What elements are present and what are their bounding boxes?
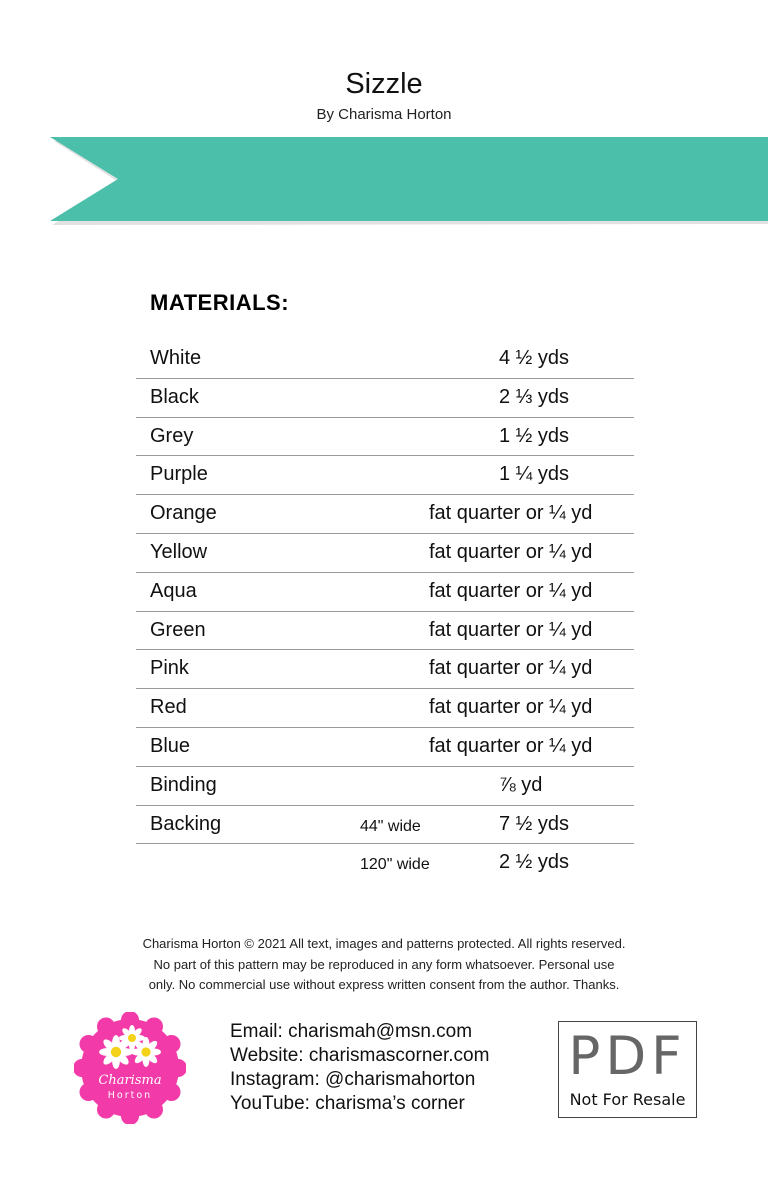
material-quantity: fat quarter or ¼ yd — [429, 657, 593, 680]
material-quantity: fat quarter or ¼ yd — [429, 696, 593, 719]
contact-email: Email: charismah@msn.com — [230, 1021, 473, 1042]
legal-line: Charisma Horton © 2021 All text, images and patterns protected. All rights reserved. — [142, 936, 626, 951]
contact-youtube: YouTube: charisma’s corner — [230, 1093, 465, 1114]
material-name: Blue — [150, 734, 191, 757]
legal-line: only. No commercial use without express written consent from the author. Thanks. — [148, 977, 620, 992]
teal-ribbon-banner — [48, 137, 768, 229]
material-name: Green — [150, 618, 206, 641]
material-row — [136, 340, 634, 379]
material-quantity: 7 ½ yds — [499, 812, 570, 835]
materials-heading: MATERIALS: — [150, 290, 290, 315]
material-row — [136, 456, 634, 495]
material-row — [136, 534, 634, 573]
material-row — [136, 379, 634, 418]
material-row — [136, 573, 634, 612]
material-quantity: 4 ½ yds — [499, 347, 570, 369]
legal-line: No part of this pattern may be reproduced in any form whatsoever. Personal use — [153, 956, 615, 972]
contact-info — [230, 1020, 489, 1116]
material-row — [136, 689, 634, 728]
contact-website: Website: charismascorner.com — [230, 1045, 490, 1066]
material-quantity: fat quarter or ¼ yd — [429, 502, 593, 525]
material-quantity: fat quarter or ¼ yd — [429, 579, 593, 602]
pdf-badge-subtitle: Not For Resale — [569, 1090, 686, 1109]
material-name: Purple — [150, 463, 208, 486]
contact-instagram: Instagram: @charismahorton — [230, 1069, 476, 1090]
materials-table — [136, 340, 634, 882]
material-row — [136, 844, 634, 882]
pdf-not-for-resale-badge — [558, 1021, 697, 1118]
copyright-notice — [84, 934, 684, 996]
material-row — [136, 767, 634, 806]
material-row — [136, 612, 634, 651]
material-name: Pink — [150, 657, 189, 680]
material-name: Orange — [150, 502, 217, 525]
material-name: Aqua — [150, 579, 197, 602]
pdf-badge-title: PDF — [568, 1026, 687, 1087]
material-name: Binding — [150, 773, 217, 796]
pattern-title: Sizzle — [345, 68, 423, 100]
material-quantity: 1 ¼ yds — [499, 463, 570, 486]
logo-name-line2: Horton — [107, 1090, 153, 1101]
logo-name-line1: Charisma — [98, 1073, 162, 1088]
material-quantity: fat quarter or ¼ yd — [429, 734, 593, 757]
byline: By Charisma Horton — [316, 106, 452, 123]
charisma-horton-logo — [74, 1012, 186, 1124]
material-note: 120" wide — [360, 856, 430, 874]
material-quantity: fat quarter or ¼ yd — [429, 540, 593, 563]
material-name: White — [150, 347, 202, 369]
material-row — [136, 495, 634, 534]
material-quantity: 2 ⅓ yds — [499, 385, 570, 408]
material-name: Black — [150, 385, 199, 408]
material-row — [136, 728, 634, 767]
material-name: Grey — [150, 424, 194, 447]
material-quantity: fat quarter or ¼ yd — [429, 618, 593, 641]
material-name: Red — [150, 696, 187, 719]
material-row — [136, 806, 634, 845]
material-row — [136, 650, 634, 689]
material-quantity: 2 ½ yds — [499, 851, 570, 874]
material-name: Backing — [150, 812, 222, 835]
material-quantity: 1 ½ yds — [499, 424, 570, 447]
material-row — [136, 418, 634, 457]
material-name: Yellow — [150, 540, 208, 563]
material-quantity: ⅞ yd — [499, 773, 543, 796]
material-note: 44" wide — [360, 817, 421, 835]
